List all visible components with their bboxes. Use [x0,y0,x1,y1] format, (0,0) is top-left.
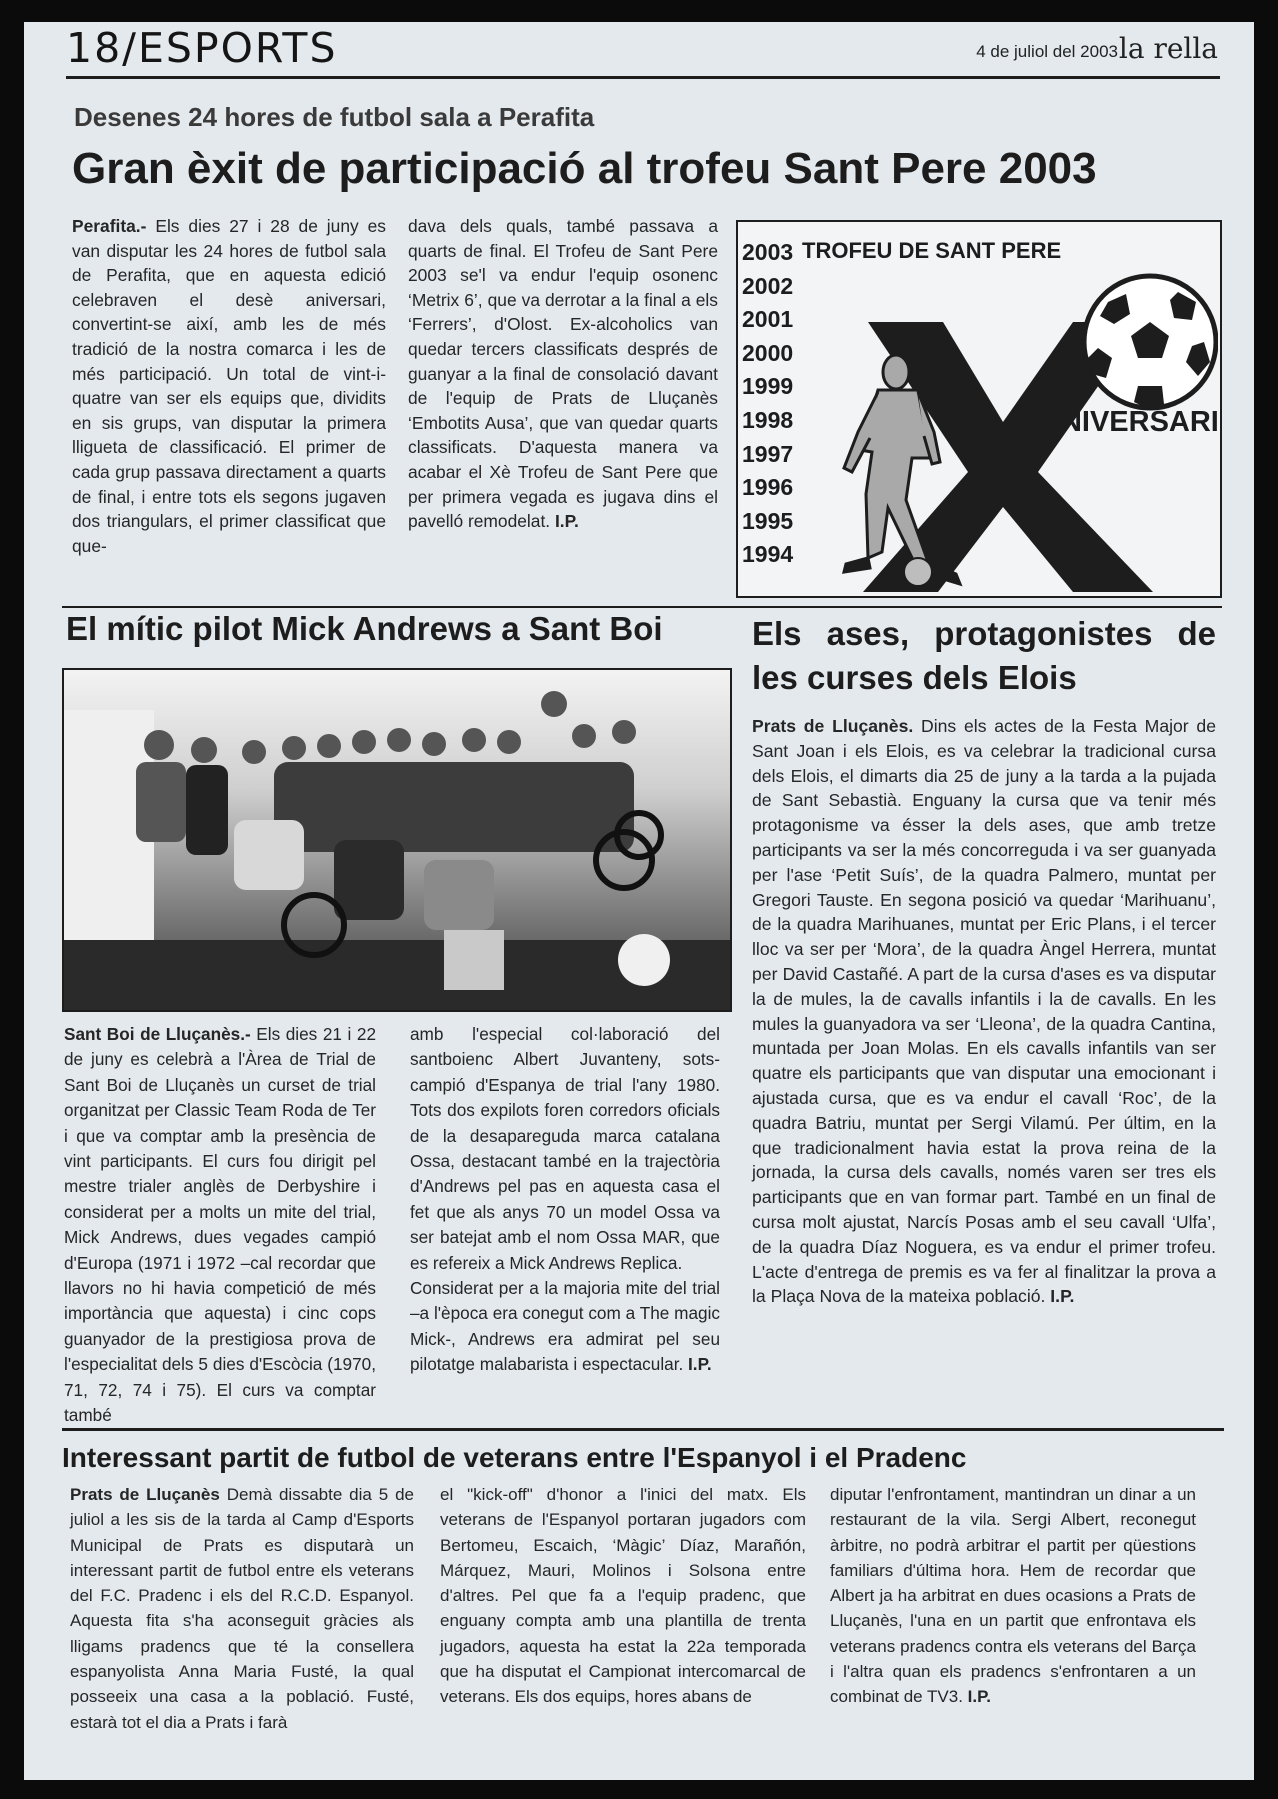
year-item: 1994 [742,541,794,568]
trophy-logo [736,220,1222,598]
article4-column1 [70,1482,414,1735]
issue-date: 4 de juliol del 2003 [976,42,1118,61]
article3-headline-line1: Els ases, protagonistes de [752,615,1216,652]
year-item: 1997 [742,440,794,467]
article4-column3 [830,1482,1196,1710]
header-rule [66,76,1220,79]
article1-column2 [408,214,718,534]
article2-column2 [410,1022,720,1378]
group-photo-icon [64,670,730,1010]
year-item: 1999 [742,373,794,400]
article4-column2 [440,1482,806,1710]
trophy-title: TROFEU DE SANT PERE [802,238,1062,263]
article4-text2: el "kick-off" d'honor a l'inici del matx. Els veterans de l'Espanyol portaran jugadors com Bertomeu, Escaich, ‘Màgic’ Díaz, Marañón, Márquez, Mauri, Molinos i Solsona entre d'altres. Pel que fa a l'equip pradenc, que enguany compta amb una plantilla de trenta jugadors, aquesta ha estat la 22a temporada que ha disputat el Campionat intercomarcal de veterans. Els dos equips, hores abans de [440,1485,806,1707]
article1-column1 [72,214,386,558]
article2-headline: El mític pilot Mick Andrews a Sant Boi [66,610,663,647]
year-item: 2001 [742,306,794,333]
trophy-years-list [742,236,793,572]
year-item: 1998 [742,406,794,433]
article3-text: Dins els actes de la Festa Major de Sant Joan i els Elois, es va celebrar la tradicional cursa dels Elois, el dimarts dia 25 de juny a la tarda a la pujada de Sant Sebastià. Enguany la cursa que va tenir més protagonisme va ésser la dels ases, que amb tretze participants va ser la més concorreguda i va ser guanyada per l'ase ‘Petit Suís’, de la quadra Palmero, muntat per Gregori Tauste. En segona posició va quedar ‘Marihuanu’, de la quadra Marihuanes, muntat per Eric Plans, i el tercer lloc va ser per ‘Mora’, de la quadra Àngel Herrera, muntat per David Castañé. A part de la cursa d'ases es va disputar la de mules, la de cavalls infantils i la de cavalls. En les mules la guanyadora va ser ‘Lleona’, de la quadra Cantina, muntada per Joan Molas. En els cavalls infantils van ser quatre els participants que van disputar una emocionant i ajustada cursa, que es va endur el cavall ‘Roc’, de la quadra Batriu, muntat per Sergi Vilamú. Per últim, en la que tradicionalment havia estat la prova reina de la jornada, la cursa dels cavalls, només varen ser tres els participants que en van formar part. També en un final de cursa molt ajustat, Narcís Posas amb el seu cavall ‘Ulfa’, de la quadra Díaz Noguera, es va endur el primer trofeu. L'acte d'entrega de premis es va fer al finalitzar la prova a la Plaça Nova de la mateixa població. [752,716,1216,1307]
soccer-ball-icon [1084,276,1216,410]
article2-column1 [64,1022,376,1429]
article4-dateline: Prats de Lluçanès [70,1485,220,1504]
year-item: 2002 [742,272,794,299]
section-title: 18/ESPORTS [66,24,338,72]
article4-text1: Demà dissabte dia 5 de juliol a les sis de la tarda al Camp d'Esports Municipal de Prats es disputarà un interessant partit de futbol entre els veterans del F.C. Pradenc i els del R.C.D. Espanyol. Aquesta fita s'ha aconseguit gràcies als lligams pradencs que té la consellera espanyolista Anna Maria Fusté, la qual posseeix una casa a la població. Fusté, estarà tot el dia a Prats i farà [70,1485,414,1732]
article4-signature: I.P. [967,1687,991,1707]
year-item: 2000 [742,339,794,366]
article1-kicker: Desenes 24 hores de futbol sala a Perafita [74,102,595,132]
article2-dateline: Sant Boi de Lluçanès.- [64,1024,251,1044]
year-item: 2003 [742,239,794,265]
article2-text1: Els dies 21 i 22 de juny es celebrà a l'Àrea de Trial de Sant Boi de Lluçanès un curset de trial organitzat per Classic Team Roda de Ter i que va comptar amb la presència de vint participants. El curs fou dirigit pel mestre trialer anglès de Derbyshire i considerat per a molts un mite del trial, Mick Andrews, dues vegades campió d'Europa (1971 i 1972 –cal recordar que llavors no hi havia competició de més importància que aquesta) i cinc cops guanyador de la prestigiosa prova de l'especialitat dels 5 dies d'Escòcia (1970, 71, 72, 74 i 75). El curs va comptar també [64,1024,377,1426]
year-item: 1995 [742,507,794,534]
article1-headline: Gran èxit de participació al trofeu Sant Pere 2003 [72,144,1097,193]
article3-headline-line2: les curses dels Elois [752,659,1077,696]
article1-text1: Els dies 27 i 28 de juny es van disputar les 24 hores de futbol sala de Perafita, que en aquesta edició celebraven el desè aniversari, convertint-se així, amb les de més tradició de la nostra comarca i les de més participació. Un total de vint-i-quatre van ser els equips que, dividits en sis grups, van disputar la primera lligueta de classificació. El primer de cada grup passava directament a quarts de final, i entre tots els segons jugaven dos triangulars, el primer classificat que que- [72,216,386,556]
trophy-anniversary: ANIVERSARI [1040,406,1219,438]
ball-icon [904,558,932,586]
year-item: 1996 [742,474,794,501]
article3-headline [752,612,1216,700]
article1-text2: dava dels quals, també passava a quarts de final. El Trofeu de Sant Pere 2003 se'l va endur l'equip osonenc ‘Metrix 6’, que va derrotar a la final a els ‘Ferrers’, d'Olost. Ex-alcoholics van quedar tercers classificats després de guanyar a la final de consolació davant de l'equip de Prats de Lluçanès ‘Embotits Ausa’, que van quedar quarts classificats. D'aquesta manera va acabar el Xè Trofeu de Sant Pere que per primera vegada es jugava dins el pavelló remodelat. [408,216,718,532]
article1-signature: I.P. [554,511,579,532]
publication-name: la rella [1118,32,1218,65]
article3-column [752,714,1216,1309]
newspaper-page [24,22,1254,1780]
article1-dateline: Perafita.- [72,216,147,236]
section-rule [62,1428,1224,1431]
article3-signature: I.P. [1050,1286,1075,1307]
section-rule [62,606,1222,608]
article2-signature: I.P. [688,1354,712,1375]
article4-headline: Interessant partit de futbol de veterans entre l'Espanyol i el Pradenc [62,1442,967,1473]
article2-text2b: Considerat per a la majoria mite del trial –a l'època era conegut com a The magic Mick-, Andrews era admirat pel seu pilotatge malabarista i espectacular. [410,1278,720,1375]
article2-text2a: amb l'especial col·laboració del santboienc Albert Juvanteny, sots-campió d'Espanya de trial l'any 1980. Tots dos expilots foren corredors oficials de la desapareguda marca catalana Ossa, destacant també en la trajectòria d'Andrews pel pas en aquesta casa el fet que als anys 70 un model Ossa va ser batejat amb el nom Ossa MAR, que es refereix a Mick Andrews Replica. [410,1024,720,1273]
article3-dateline: Prats de Lluçanès. [752,716,914,736]
group-photo [62,668,732,1012]
article4-text3: diputar l'enfrontament, mantindran un dinar a un restaurant de la vila. Sergi Albert, reconegut àrbitre, no podrà arbitrar el partit per qüestions familiars d'última hora. Hem de recordar que Albert ja ha arbitrat en dues ocasions a Prats de Lluçanès, l'una en un partit que enfrontava els veterans pradencs contra els veterans del Barça i l'altra quan els pradencs s'enfrontaren a un combinat de TV3. [830,1485,1196,1707]
